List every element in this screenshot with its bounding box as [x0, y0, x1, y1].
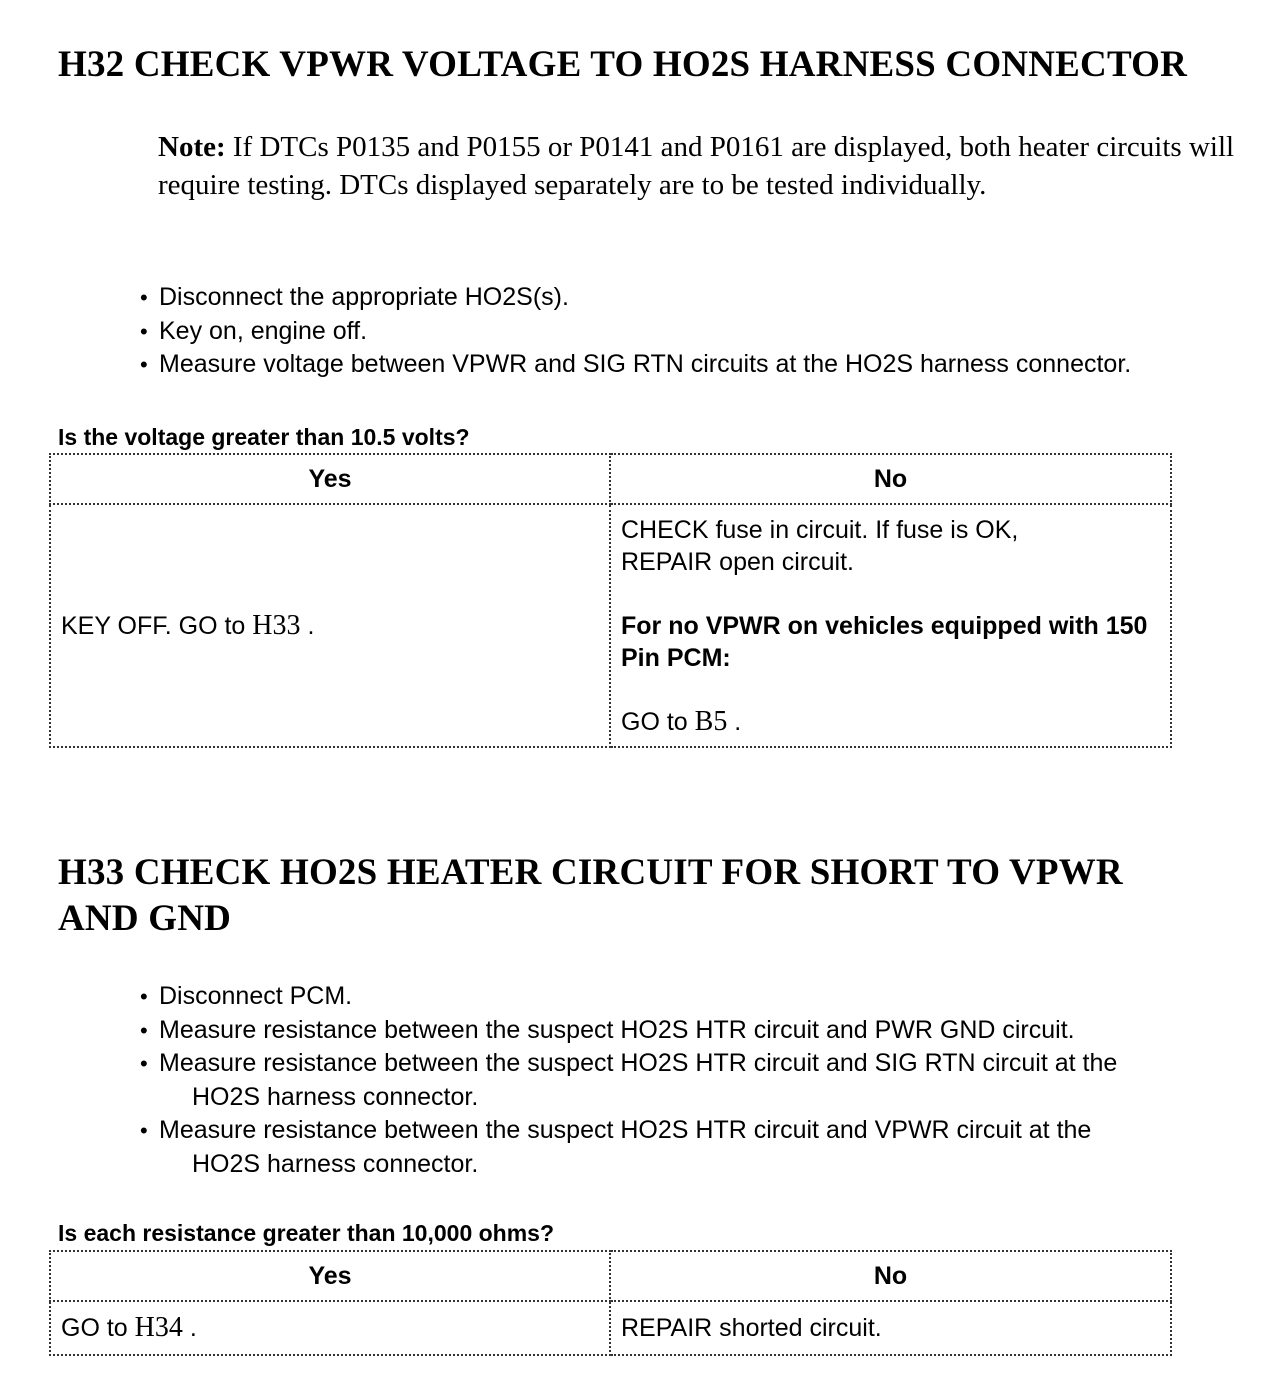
h32-step-list	[140, 281, 1131, 382]
yes-text: GO to	[61, 1314, 135, 1342]
list-item	[140, 1114, 1117, 1181]
yes-text: KEY OFF. GO to	[61, 611, 253, 640]
yes-header: Yes	[50, 454, 610, 504]
h32-note	[158, 128, 1248, 204]
no-cell	[610, 504, 1171, 747]
no-text: CHECK fuse in circuit. If fuse is OK, REPAIR open circuit.	[621, 515, 1019, 576]
list-item: • Disconnect PCM.	[140, 980, 1117, 1014]
h33-step-list	[140, 980, 1117, 1181]
no-bold-text: For no VPWR on vehicles equipped with 150 Pin PCM:	[621, 611, 1148, 672]
yes-header: Yes	[50, 1251, 610, 1301]
list-item-continuation: HO2S harness connector.	[192, 1149, 479, 1178]
list-item: • Measure resistance between the suspect HO2S HTR circuit and PWR GND circuit.	[140, 1014, 1117, 1048]
list-item-continuation: HO2S harness connector.	[192, 1082, 479, 1111]
list-item-text: Measure resistance between the suspect HO2S HTR circuit and VPWR circuit at the	[159, 1116, 1092, 1144]
no-goto-end: .	[727, 707, 742, 736]
list-item	[140, 1047, 1117, 1114]
h32-question: Is the voltage greater than 10.5 volts?	[58, 424, 470, 450]
h34-link[interactable]: H34	[134, 1312, 183, 1343]
no-header: No	[610, 454, 1171, 504]
h33-title	[58, 850, 1123, 942]
note-text: If DTCs P0135 and P0155 or P0141 and P0161 are displayed, both heater circuits will require testing. DTCs displayed separately are to be tested individually.	[158, 131, 1235, 201]
yes-cell	[50, 504, 610, 747]
h33-question: Is each resistance greater than 10,000 ohms?	[58, 1220, 555, 1246]
h33-result-table	[49, 1250, 1172, 1356]
list-item: • Measure voltage between VPWR and SIG RTN circuits at the HO2S harness connector.	[140, 348, 1131, 382]
no-header: No	[610, 1251, 1171, 1301]
list-item-text: Measure resistance between the suspect HO2S HTR circuit and SIG RTN circuit at the	[159, 1049, 1118, 1077]
b5-link[interactable]: B5	[694, 705, 728, 737]
note-label: Note:	[158, 131, 226, 163]
yes-cell	[50, 1301, 610, 1355]
h32-result-table	[49, 453, 1172, 748]
h32-title: H32 CHECK VPWR VOLTAGE TO HO2S HARNESS CONNECTOR	[58, 44, 1188, 85]
yes-end: .	[182, 1314, 197, 1342]
yes-end: .	[300, 611, 315, 640]
no-cell: REPAIR shorted circuit.	[610, 1301, 1171, 1355]
h33-link[interactable]: H33	[252, 609, 301, 641]
no-goto-text: GO to	[621, 707, 695, 736]
h33-title-line2: AND GND	[58, 898, 232, 939]
list-item: • Disconnect the appropriate HO2S(s).	[140, 281, 1131, 315]
list-item: • Key on, engine off.	[140, 315, 1131, 349]
h33-title-line1: H33 CHECK HO2S HEATER CIRCUIT FOR SHORT TO VPWR	[58, 852, 1123, 893]
